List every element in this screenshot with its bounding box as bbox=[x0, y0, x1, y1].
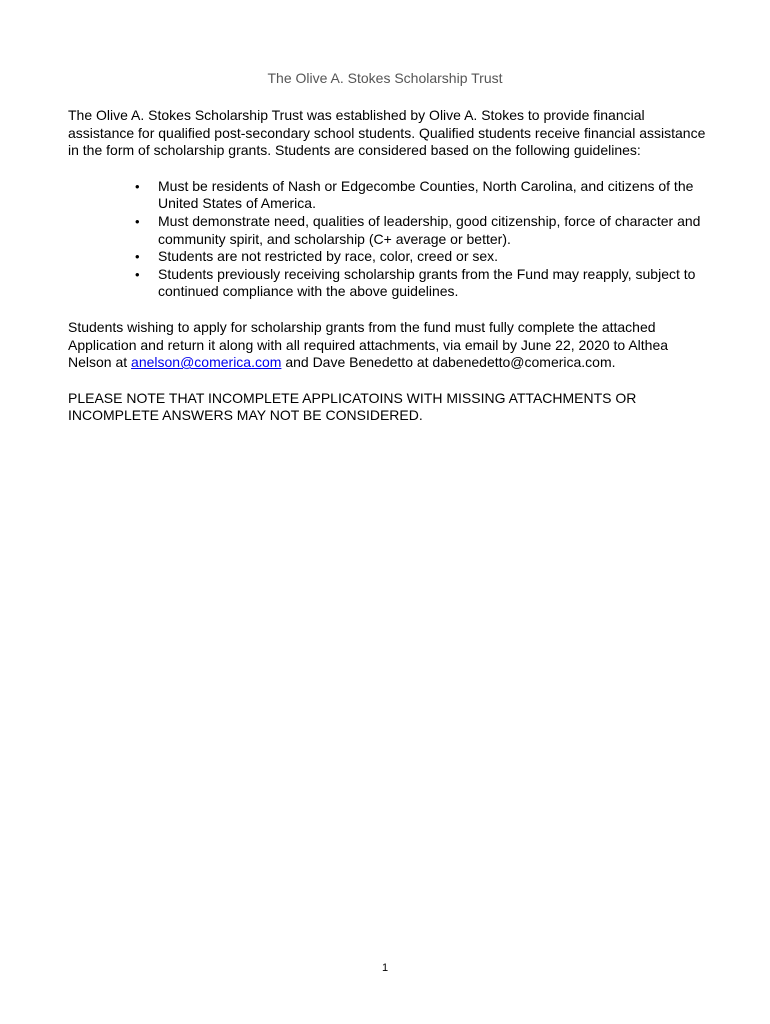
email-link-anelson[interactable]: anelson@comerica.com bbox=[131, 354, 282, 371]
guidelines-list bbox=[68, 178, 708, 301]
list-item bbox=[135, 177, 708, 213]
guideline-text: Students are not restricted by race, color, creed or sex. bbox=[158, 248, 499, 265]
apply-text-before: Students wishing to apply for scholarship grants from the fund must fully complete the attached Application and return it along with all required attachments, via email by June 22, 2020 to Althea Nelson at bbox=[68, 318, 669, 371]
intro-paragraph: The Olive A. Stokes Scholarship Trust was established by Olive A. Stokes to provide financial assistance for qualified post-secondary school students. Qualified students receive financial assistance in the form of scholarship grants. Students are considered based on the following guidelines: bbox=[68, 107, 706, 159]
document-title: The Olive A. Stokes Scholarship Trust bbox=[267, 70, 503, 86]
apply-text-middle: and Dave Benedetto at dabenedetto@comerica.com. bbox=[281, 354, 616, 371]
guideline-text: Students previously receiving scholarship grants from the Fund may reapply, subject to continued compliance with the above guidelines. bbox=[158, 265, 696, 300]
bullet-icon: • bbox=[135, 178, 140, 194]
list-item bbox=[135, 212, 708, 248]
apply-paragraph bbox=[68, 319, 708, 372]
guideline-text: Must demonstrate need, qualities of leadership, good citizenship, force of character and community spirit, and scholarship (C+ average or better). bbox=[158, 212, 701, 247]
guideline-text: Must be residents of Nash or Edgecombe Counties, North Carolina, and citizens of the United States of America. bbox=[158, 177, 694, 212]
bullet-icon: • bbox=[135, 249, 140, 265]
list-item bbox=[135, 248, 708, 266]
bullet-icon: • bbox=[135, 213, 140, 229]
document-body bbox=[68, 107, 708, 425]
note-paragraph: PLEASE NOTE THAT INCOMPLETE APPLICATOINS WITH MISSING ATTACHMENTS OR INCOMPLETE ANSWERS MAY NOT BE CONSIDERED. bbox=[68, 389, 637, 424]
bullet-icon: • bbox=[135, 266, 140, 282]
page-number: 1 bbox=[381, 962, 389, 974]
list-item bbox=[135, 265, 708, 301]
